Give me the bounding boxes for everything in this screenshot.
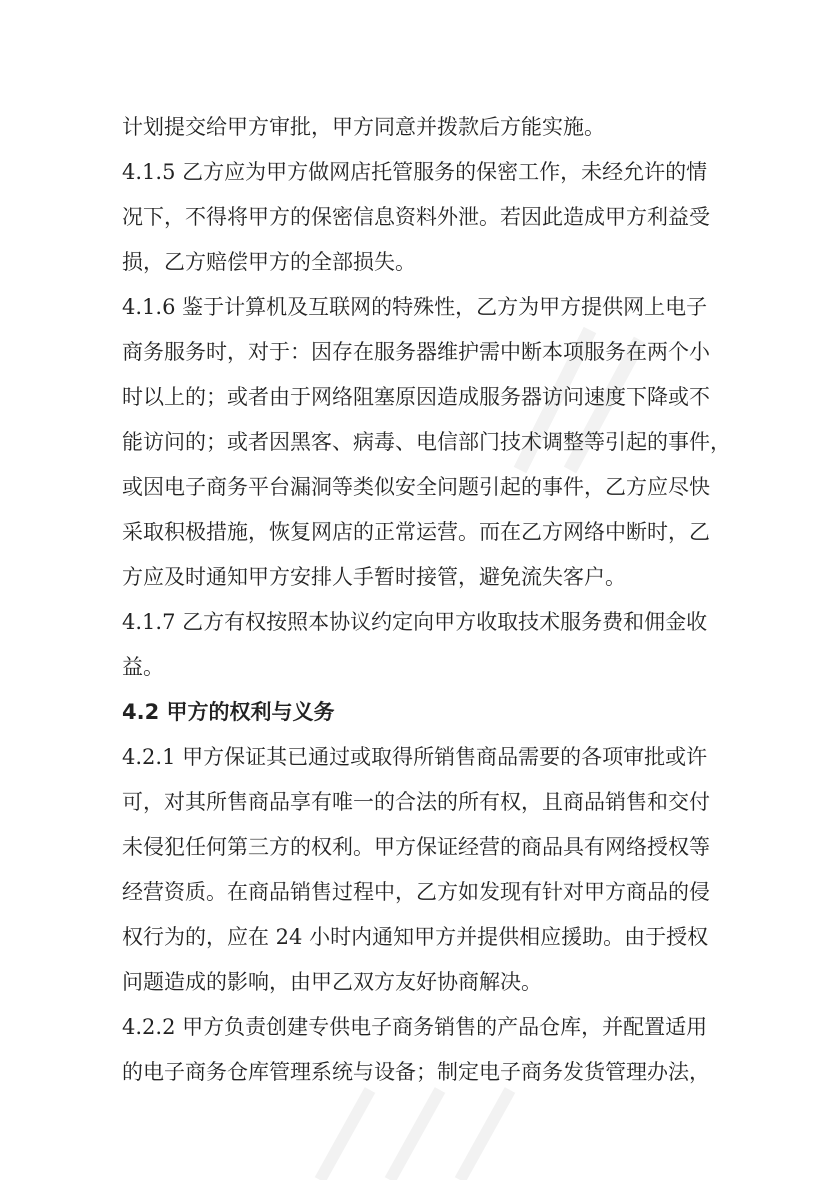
text-line: 或因电子商务平台漏洞等类似安全问题引起的事件，乙方应尽快 <box>122 475 710 499</box>
text-line: 未侵犯任何第三方的权利。甲方保证经营的商品具有网络授权等 <box>122 835 710 859</box>
text-line: 损，乙方赔偿甲方的全部损失。 <box>122 250 416 274</box>
text-line: 计划提交给甲方审批，甲方同意并拨款后方能实施。 <box>122 115 605 139</box>
text-line: 4.1.6 鉴于计算机及互联网的特殊性，乙方为甲方提供网上电子 <box>122 295 708 319</box>
text-line: 问题造成的影响，由甲乙双方友好协商解决。 <box>122 970 542 994</box>
section-heading: 4.2 甲方的权利与义务 <box>122 700 335 724</box>
text-line: 方应及时通知甲方安排人手暂时接管，避免流失客户。 <box>122 565 626 589</box>
text-line: 时以上的；或者由于网络阻塞原因造成服务器访问速度下降或不 <box>122 385 710 409</box>
text-line: 4.2.1 甲方保证其已通过或取得所销售商品需要的各项审批或许 <box>122 745 708 769</box>
text-line: 的电子商务仓库管理系统与设备；制定电子商务发货管理办法， <box>122 1060 710 1084</box>
text-line: 商务服务时，对于：因存在服务器维护需中断本项服务在两个小 <box>122 340 710 364</box>
text-line: 经营资质。在商品销售过程中，乙方如发现有针对甲方商品的侵 <box>122 880 710 904</box>
text-line: 可，对其所售商品享有唯一的合法的所有权，且商品销售和交付 <box>122 790 710 814</box>
text-line: 4.1.5 乙方应为甲方做网店托管服务的保密工作，未经允许的情 <box>122 160 708 184</box>
watermark-logo-bottom <box>300 1080 560 1180</box>
text-line: 况下，不得将甲方的保密信息资料外泄。若因此造成甲方利益受 <box>122 205 710 229</box>
text-line: 4.2.2 甲方负责创建专供电子商务销售的产品仓库，并配置适用 <box>122 1015 708 1039</box>
text-line: 权行为的，应在 24 小时内通知甲方并提供相应援助。由于授权 <box>122 925 709 949</box>
text-line: 益。 <box>122 655 164 679</box>
text-line: 采取积极措施，恢复网店的正常运营。而在乙方网络中断时，乙 <box>122 520 710 544</box>
text-line: 能访问的；或者因黑客、病毒、电信部门技术调整等引起的事件， <box>122 430 731 454</box>
text-line: 4.1.7 乙方有权按照本协议约定向甲方收取技术服务费和佣金收 <box>122 610 708 634</box>
